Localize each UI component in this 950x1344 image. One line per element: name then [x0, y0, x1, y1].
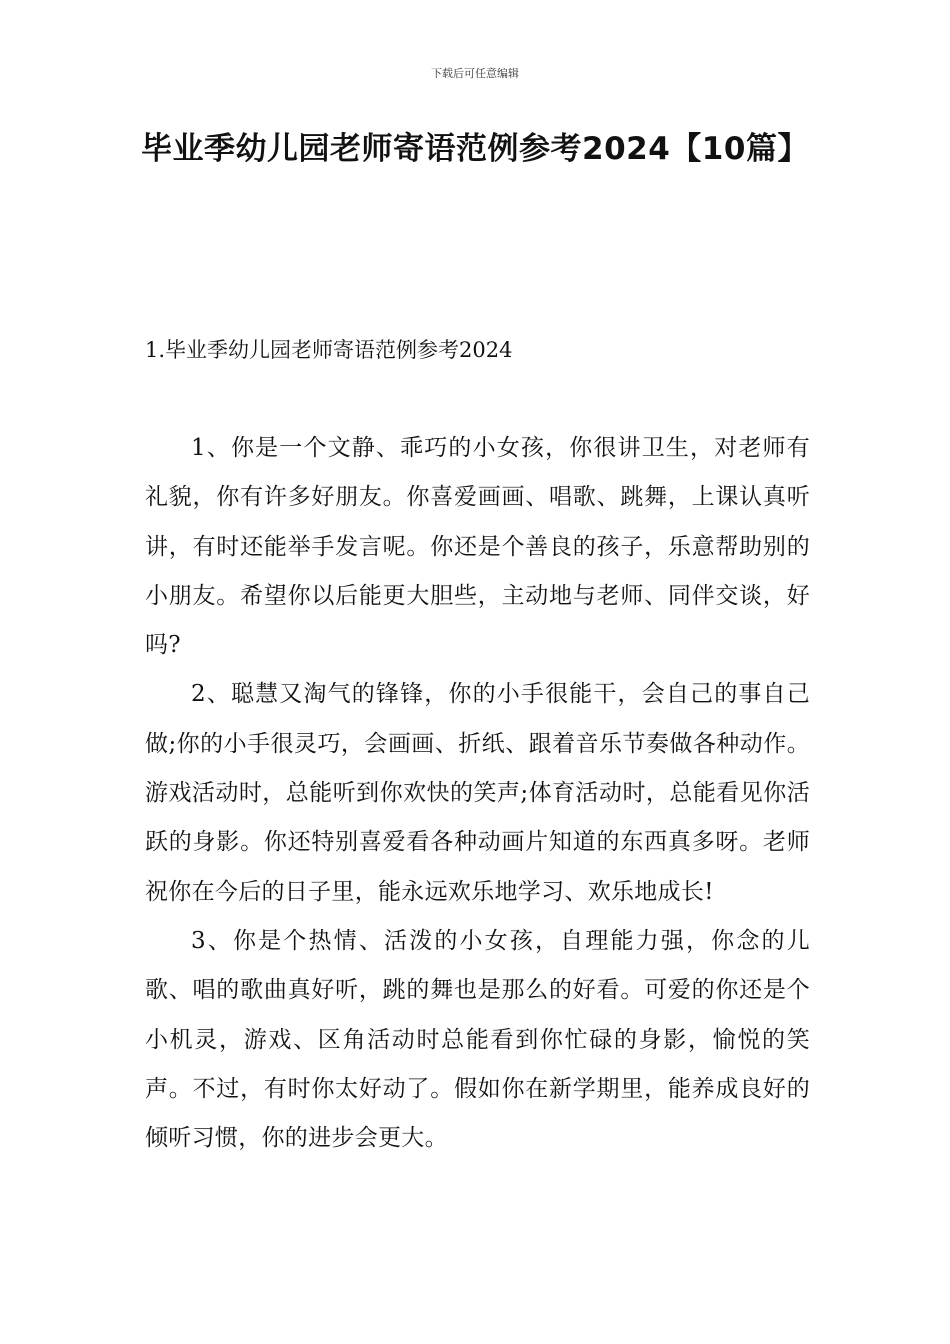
entry-paragraph-1: 1、你是一个文静、乖巧的小女孩，你很讲卫生，对老师有礼貌，你有许多好朋友。你喜爱画画、唱歌、跳舞，上课认真听讲，有时还能举手发言呢。你还是个善良的孩子，乐意帮助别的小朋友。希望你以后能更大胆些，主动地与老师、同伴交谈，好吗?	[145, 435, 810, 659]
entry-paragraph-2: 2、聪慧又淘气的锋锋，你的小手很能干，会自己的事自己做;你的小手很灵巧，会画画、折纸、跟着音乐节奏做各种动作。游戏活动时，总能听到你欢快的笑声;体育活动时，总能看见你活跃的身影。你还特别喜爱看各种动画片知道的东西真多呀。老师祝你在今后的日子里，能永远欢乐地学习、欢乐地成长!	[145, 681, 810, 905]
header-note: 下载后可任意编辑	[431, 67, 519, 80]
entry-paragraph-3: 3、你是个热情、活泼的小女孩，自理能力强，你念的儿歌、唱的歌曲真好听，跳的舞也是那么的好看。可爱的你还是个小机灵，游戏、区角活动时总能看到你忙碌的身影，愉悦的笑声。不过，有时你太好动了。假如你在新学期里，能养成良好的倾听习惯，你的进步会更大。	[145, 927, 810, 1152]
document-title: 毕业季幼儿园老师寄语范例参考2024【10篇】	[141, 131, 809, 167]
entry-list	[145, 424, 810, 1163]
section-heading: 1.毕业季幼儿园老师寄语范例参考2024	[145, 338, 513, 362]
